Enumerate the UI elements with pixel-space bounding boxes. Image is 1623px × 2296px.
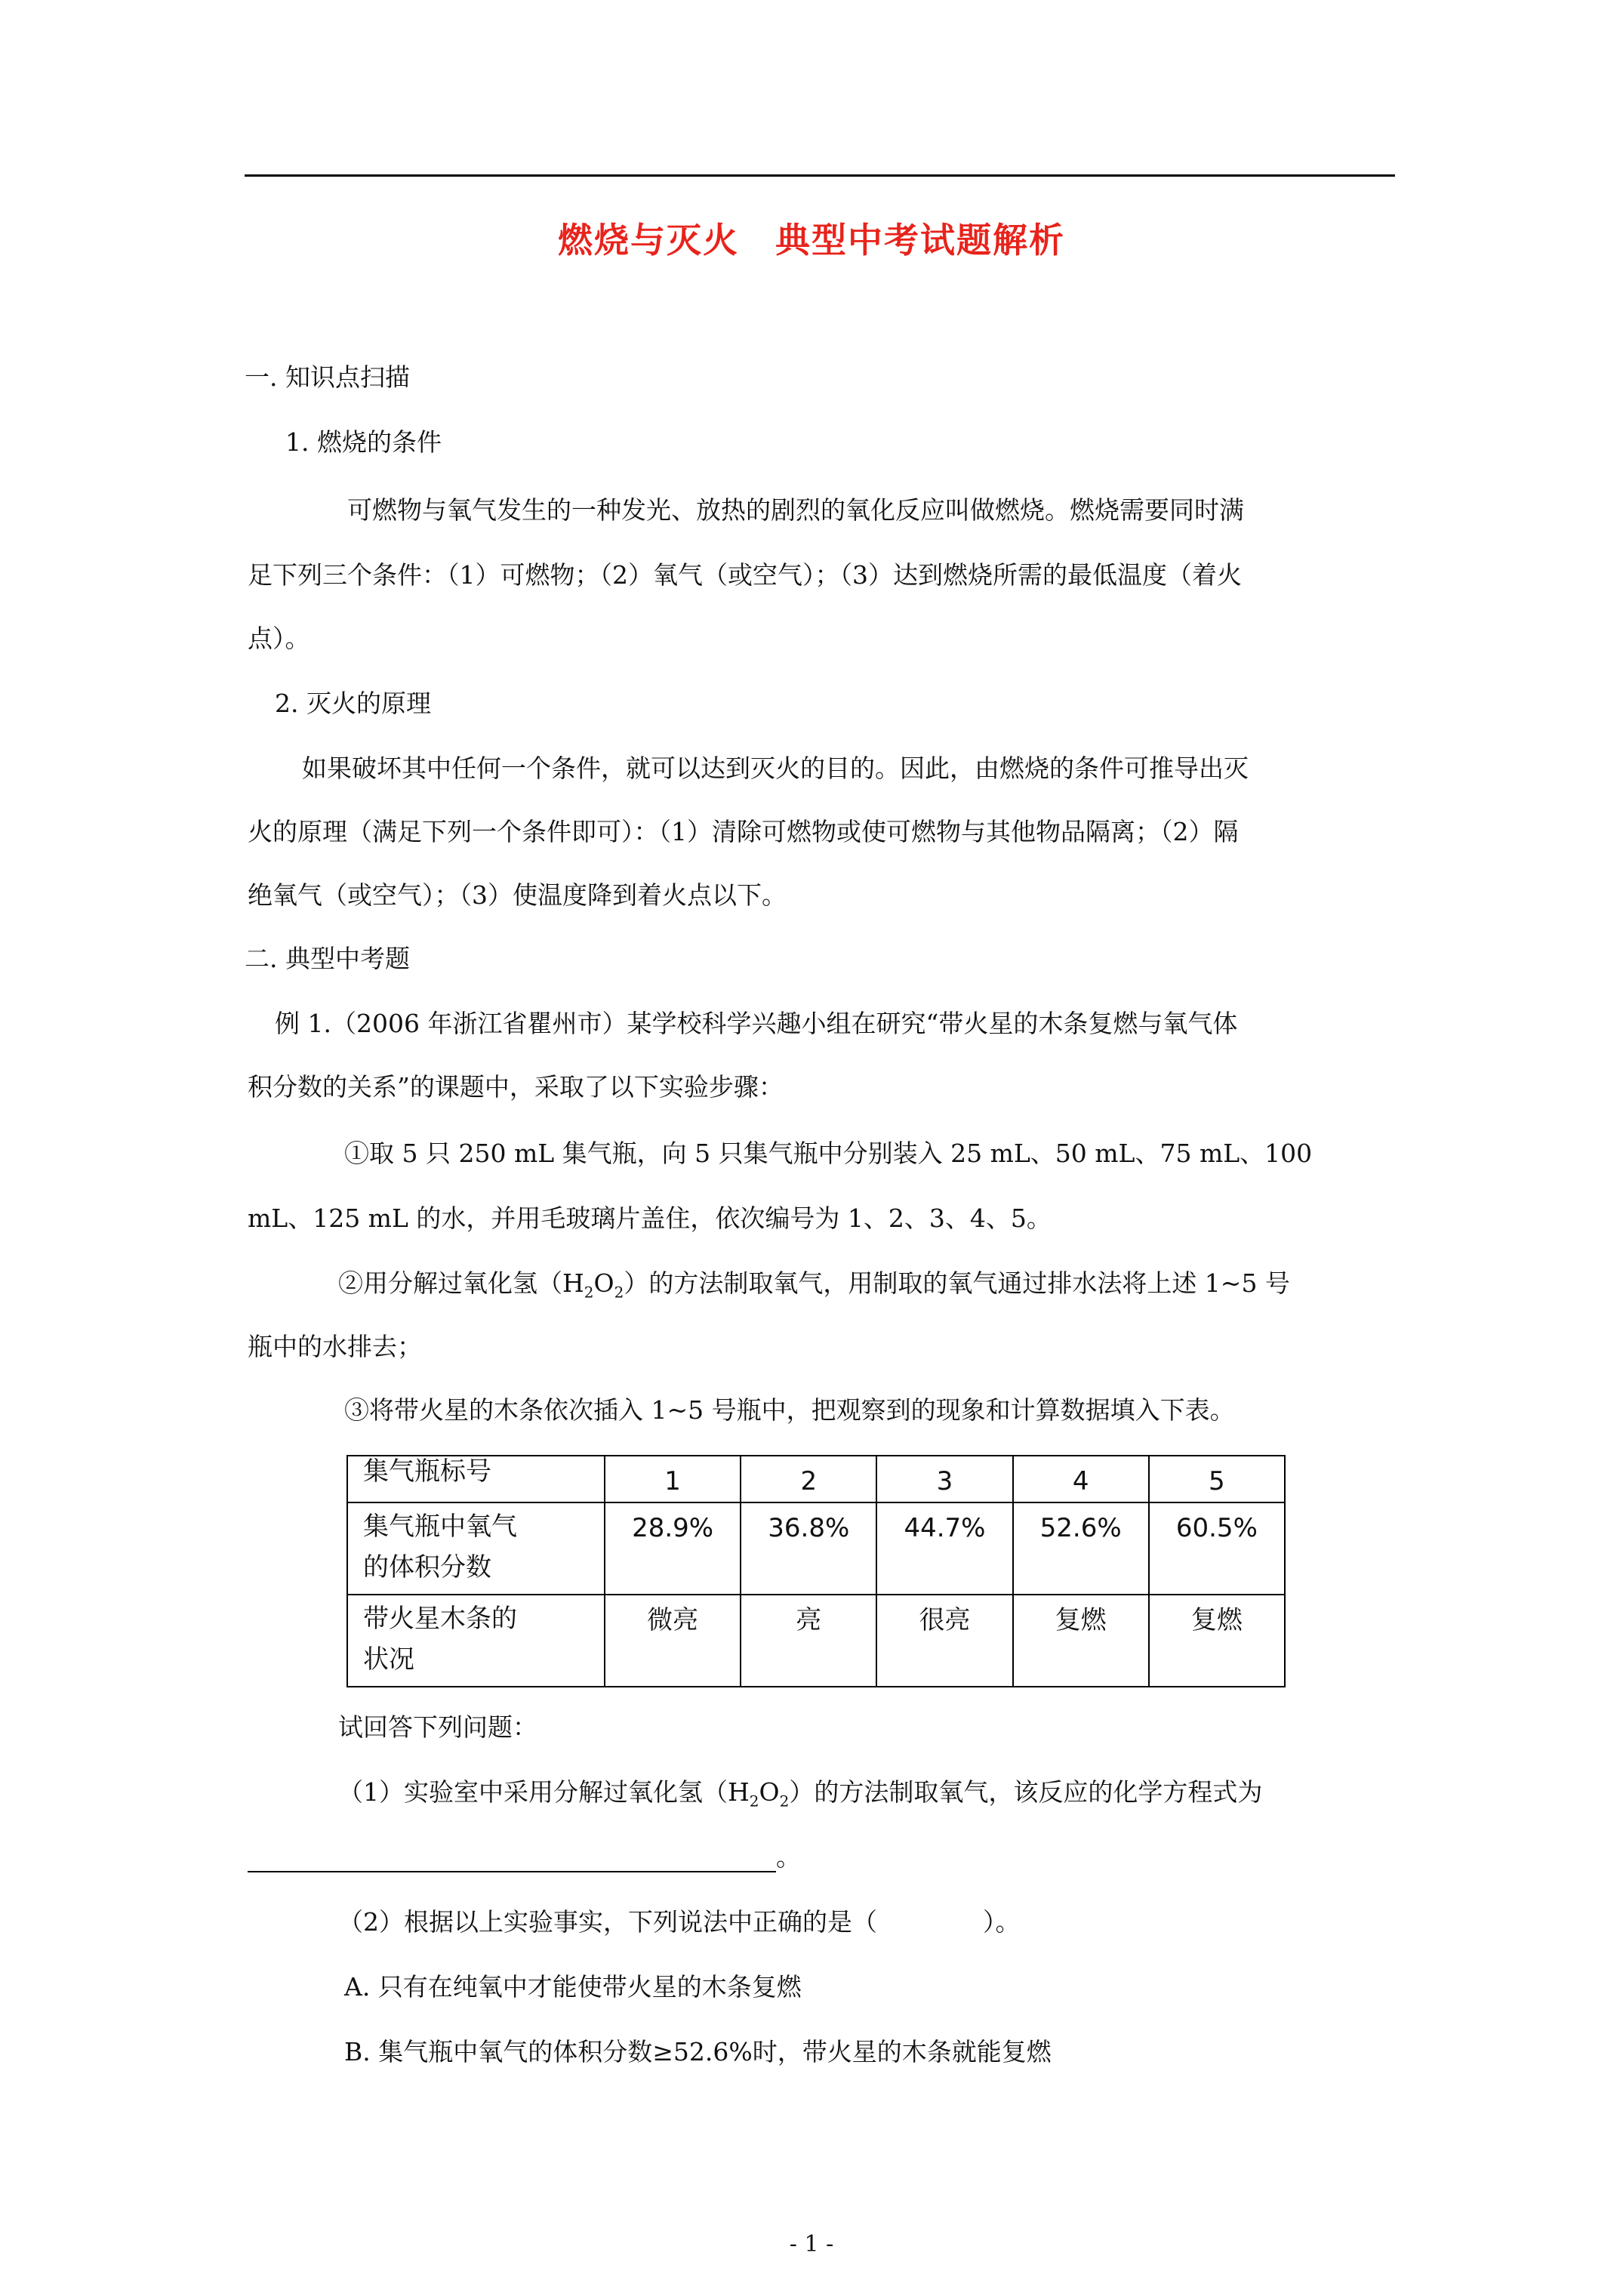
table-header-label: 集气瓶标号: [347, 1456, 605, 1502]
section1-heading: 一. 知识点扫描: [245, 362, 410, 392]
splint-state-cell: 微亮: [605, 1595, 741, 1687]
table-row-splint-state: [347, 1595, 1285, 1687]
oxygen-fraction-cell: 44.7%: [876, 1502, 1012, 1595]
option-b: B. 集气瓶中氧气的体积分数≥52.6%时，带火星的木条就能复燃: [344, 2037, 1052, 2066]
sub2-line-3: 绝氧气（或空气）；（3）使温度降到着火点以下。: [248, 880, 787, 910]
experiment-table: [346, 1455, 1286, 1687]
step1-line-1: ①取 5 只 250 mL 集气瓶，向 5 只集气瓶中分别装入 25 mL、50 mL、75 mL、100: [344, 1139, 1313, 1168]
bottle-number: 3: [876, 1456, 1012, 1502]
sub1-line-3: 点）。: [248, 624, 310, 653]
sub1-line-2: 足下列三个条件：（1）可燃物；（2）氧气（或空气）；（3）达到燃烧所需的最低温度（着火: [248, 560, 1242, 590]
splint-state-cell: 很亮: [876, 1595, 1012, 1687]
sub1-heading: 1. 燃烧的条件: [285, 427, 442, 457]
bottle-number: 2: [741, 1456, 876, 1502]
page-title: 燃烧与灭火 典型中考试题解析: [558, 220, 1065, 260]
splint-state-cell: 亮: [741, 1595, 876, 1687]
option-a: A. 只有在纯氧中才能使带火星的木条复燃: [344, 1972, 802, 2002]
question-1-line-1: （1）实验室中采用分解过氧化氢$(H_2O_2)$的方法制取氧气，该反应的化学方程式为: [338, 1777, 1263, 1811]
splint-state-cell: 复燃: [1149, 1595, 1285, 1687]
example1-intro-line-2: 积分数的关系”的课题中，采取了以下实验步骤：: [248, 1072, 784, 1102]
bottle-number: 5: [1149, 1456, 1285, 1502]
sub1-line-1: 可燃物与氧气发生的一种发光、放热的剧烈的氧化反应叫做燃烧。燃烧需要同时满: [347, 495, 1244, 525]
question-2: （2）根据以上实验事实，下列说法中正确的是（ ）。: [338, 1907, 1021, 1937]
table-row-bottle-numbers: [347, 1456, 1285, 1502]
splint-state-cell: 复燃: [1013, 1595, 1149, 1687]
questions-prompt: 试回答下列问题：: [338, 1712, 537, 1742]
step2-line-1: ②用分解过氧化氢$(H_2O_2)$的方法制取氧气，用制取的氧气通过排水法将上述 1~5 号: [338, 1268, 1290, 1302]
sub2-heading: 2. 灭火的原理: [275, 689, 431, 718]
page-number: - 1 -: [789, 2231, 834, 2257]
header-rule: [245, 174, 1395, 177]
oxygen-fraction-cell: 52.6%: [1013, 1502, 1149, 1595]
row-label-oxygen-fraction: 集气瓶中氧气 的体积分数: [347, 1502, 605, 1595]
oxygen-fraction-cell: 28.9%: [605, 1502, 741, 1595]
answer-blank[interactable]: [248, 1848, 776, 1872]
bottle-number: 1: [605, 1456, 741, 1502]
step3-line: ③将带火星的木条依次插入 1~5 号瓶中，把观察到的现象和计算数据填入下表。: [344, 1395, 1235, 1425]
oxygen-fraction-cell: 36.8%: [741, 1502, 876, 1595]
table-row-oxygen-fraction: [347, 1502, 1285, 1595]
example1-intro-line-1: 例 1.（2006 年浙江省瞿州市）某学校科学兴趣小组在研究“带火星的木条复燃与氧气体: [275, 1009, 1238, 1038]
question-1-line-2: 。: [248, 1842, 801, 1872]
sub2-line-1: 如果破坏其中任何一个条件，就可以达到灭火的目的。因此，由燃烧的条件可推导出灭: [302, 754, 1249, 783]
row-label-splint-state: 带火星木条的 状况: [347, 1595, 605, 1687]
step1-line-2: mL、125 mL 的水，并用毛玻璃片盖住，依次编号为 1、2、3、4、5。: [248, 1203, 1052, 1233]
bottle-number: 4: [1013, 1456, 1149, 1502]
oxygen-fraction-cell: 60.5%: [1149, 1502, 1285, 1595]
section2-heading: 二. 典型中考题: [245, 944, 410, 973]
step2-line-2: 瓶中的水排去；: [248, 1332, 422, 1361]
sub2-line-2: 火的原理（满足下列一个条件即可）：（1）清除可燃物或使可燃物与其他物品隔离；（2）隔: [248, 817, 1239, 846]
